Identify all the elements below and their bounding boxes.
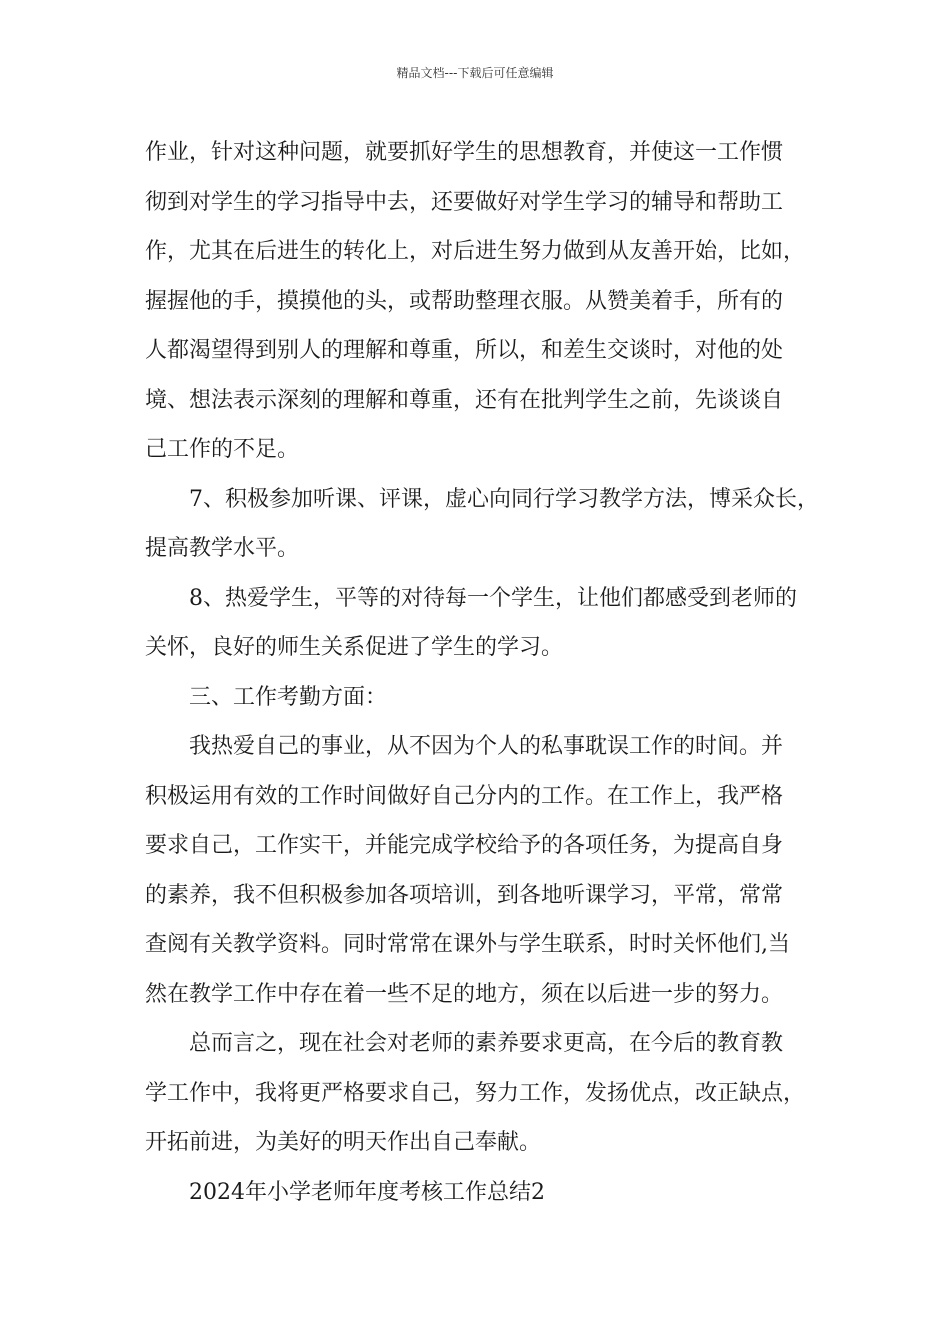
text-line: 己工作的不足。 xyxy=(145,437,300,462)
text-line: 8、热爱学生，平等的对待每一个学生，让他们都感受到老师的 xyxy=(189,585,797,611)
text-line: 关怀，良好的师生关系促进了学生的学习。 xyxy=(145,635,564,660)
text-line: 开拓前进，为美好的明天作出自己奉献。 xyxy=(145,1130,542,1155)
text-line: 人都渴望得到别人的理解和尊重，所以，和差生交谈时，对他的处 xyxy=(145,338,784,363)
document-body xyxy=(145,128,825,1217)
text-line: 要求自己，工作实干，并能完成学校给予的各项任务，为提高自身 xyxy=(145,833,784,858)
text-line: 然在教学工作中存在着一些不足的地方，须在以后进一步的努力。 xyxy=(145,981,784,1007)
text-line: 7、积极参加听课、评课，虚心向同行学习教学方法，博采众长， xyxy=(189,486,819,512)
text-line: 三、工作考勤方面： xyxy=(189,684,388,710)
text-line: 2024年小学老师年度考核工作总结2 xyxy=(189,1179,545,1205)
text-line: 作，尤其在后进生的转化上，对后进生努力做到从友善开始，比如， xyxy=(145,239,806,264)
text-line: 学工作中，我将更严格要求自己，努力工作，发扬优点，改正缺点， xyxy=(145,1080,806,1106)
text-line: 握握他的手，摸摸他的头，或帮助整理衣服。从赞美着手，所有的 xyxy=(145,288,784,314)
text-line: 彻到对学生的学习指导中去，还要做好对学生学习的辅导和帮助工 xyxy=(145,189,784,215)
text-line: 总而言之，现在社会对老师的素养要求更高，在今后的教育教 xyxy=(189,1031,784,1056)
text-line: 作业，针对这种问题，就要抓好学生的思想教育，并使这一工作惯 xyxy=(145,140,784,165)
text-line: 我热爱自己的事业，从不因为个人的私事耽误工作的时间。并 xyxy=(189,734,784,759)
text-line: 查阅有关教学资料。同时常常在课外与学生联系，时时关怀他们,当 xyxy=(145,932,790,957)
page-header: 精品文档---下载后可任意编辑 xyxy=(396,66,554,80)
text-line: 积极运用有效的工作时间做好自己分内的工作。在工作上，我严格 xyxy=(145,783,784,809)
text-line: 的素养，我不但积极参加各项培训，到各地听课学习，平常，常常 xyxy=(145,882,784,908)
text-line: 提高教学水平。 xyxy=(145,536,300,561)
text-line: 境、想法表示深刻的理解和尊重，还有在批判学生之前，先谈谈自 xyxy=(145,387,784,413)
